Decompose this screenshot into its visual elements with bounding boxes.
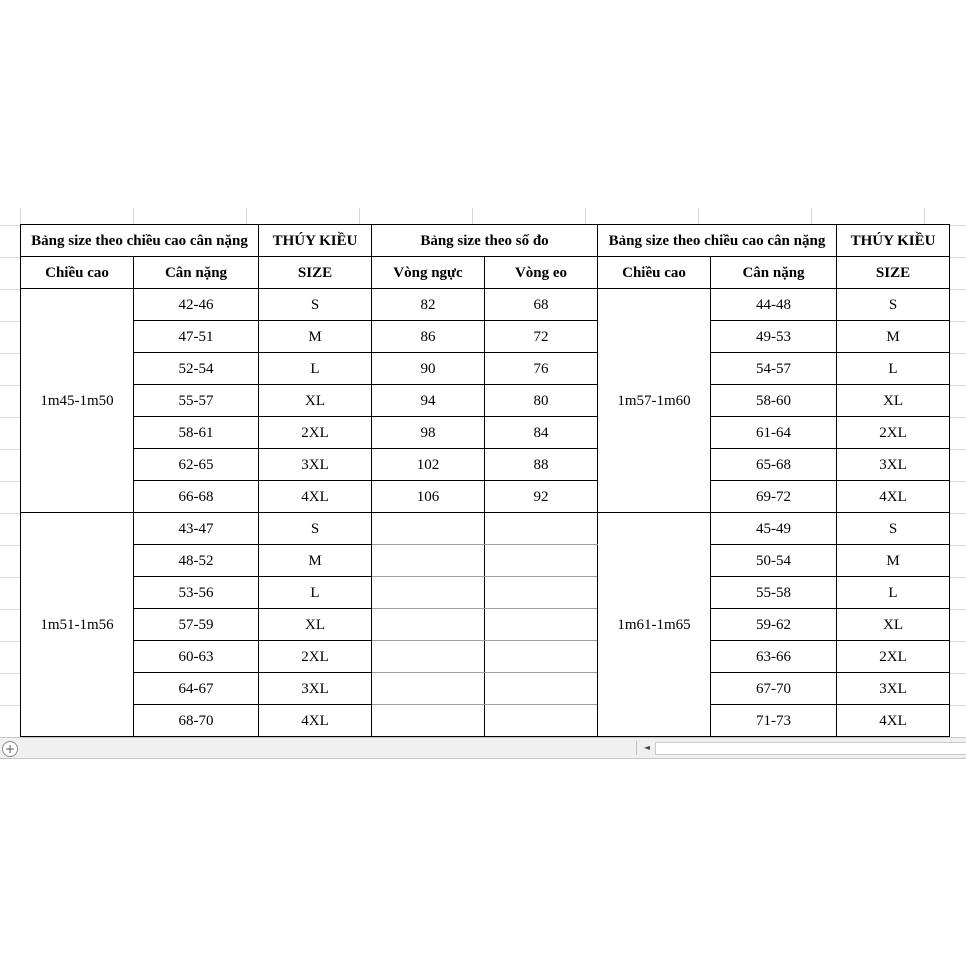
chest-cell[interactable]: [372, 673, 485, 705]
weight-range-cell[interactable]: 55-57: [134, 385, 259, 417]
waist-cell[interactable]: 88: [485, 449, 598, 481]
waist-cell[interactable]: [485, 641, 598, 673]
plus-circle-icon[interactable]: +: [2, 741, 18, 757]
weight-range-cell[interactable]: 66-68: [134, 481, 259, 513]
weight-range-cell[interactable]: 52-54: [134, 353, 259, 385]
table-row: [21, 673, 950, 705]
group-title-height-weight-1[interactable]: Bảng size theo chiều cao cân nặng: [21, 225, 259, 257]
waist-cell[interactable]: 68: [485, 289, 598, 321]
chest-cell[interactable]: 94: [372, 385, 485, 417]
size-cell[interactable]: 4XL: [837, 705, 950, 737]
waist-cell[interactable]: 76: [485, 353, 598, 385]
size-cell[interactable]: L: [259, 353, 372, 385]
chest-cell[interactable]: [372, 641, 485, 673]
size-cell[interactable]: XL: [259, 609, 372, 641]
size-cell[interactable]: 2XL: [837, 641, 950, 673]
size-cell[interactable]: 3XL: [837, 673, 950, 705]
size-cell[interactable]: S: [259, 289, 372, 321]
chest-cell[interactable]: 106: [372, 481, 485, 513]
table-row: [21, 321, 950, 353]
waist-cell[interactable]: 72: [485, 321, 598, 353]
height-range-cell[interactable]: 1m61-1m65: [598, 513, 711, 737]
table-row: [21, 481, 950, 513]
size-cell[interactable]: S: [837, 513, 950, 545]
size-cell[interactable]: M: [837, 545, 950, 577]
waist-cell[interactable]: [485, 513, 598, 545]
brand-title-1[interactable]: THÚY KIỀU: [259, 225, 372, 257]
weight-range-cell[interactable]: 63-66: [711, 641, 837, 673]
column-header-chest[interactable]: Vòng ngực: [372, 257, 485, 289]
weight-range-cell[interactable]: 71-73: [711, 705, 837, 737]
weight-range-cell[interactable]: 45-49: [711, 513, 837, 545]
chest-cell[interactable]: [372, 705, 485, 737]
size-cell[interactable]: M: [259, 321, 372, 353]
size-cell[interactable]: 4XL: [837, 481, 950, 513]
waist-cell[interactable]: [485, 577, 598, 609]
table-row: [21, 289, 950, 321]
weight-range-cell[interactable]: 64-67: [134, 673, 259, 705]
group-title-measurements[interactable]: Bảng size theo số đo: [372, 225, 598, 257]
weight-range-cell[interactable]: 57-59: [134, 609, 259, 641]
brand-title-2[interactable]: THÚY KIỀU: [837, 225, 950, 257]
chest-cell[interactable]: [372, 545, 485, 577]
size-cell[interactable]: 3XL: [259, 449, 372, 481]
waist-cell[interactable]: [485, 673, 598, 705]
horizontal-scrollbar[interactable]: [636, 741, 966, 755]
chest-cell[interactable]: [372, 513, 485, 545]
weight-range-cell[interactable]: 55-58: [711, 577, 837, 609]
size-cell[interactable]: L: [837, 353, 950, 385]
column-header-height-2[interactable]: Chiều cao: [598, 257, 711, 289]
weight-range-cell[interactable]: 43-47: [134, 513, 259, 545]
table-row: [21, 449, 950, 481]
column-header-weight-2[interactable]: Cân nặng: [711, 257, 837, 289]
size-cell[interactable]: 3XL: [837, 449, 950, 481]
weight-range-cell[interactable]: 47-51: [134, 321, 259, 353]
column-header-waist[interactable]: Vòng eo: [485, 257, 598, 289]
chest-cell[interactable]: 82: [372, 289, 485, 321]
weight-range-cell[interactable]: 58-60: [711, 385, 837, 417]
weight-range-cell[interactable]: 60-63: [134, 641, 259, 673]
weight-range-cell[interactable]: 62-65: [134, 449, 259, 481]
size-chart-table[interactable]: [20, 224, 950, 737]
size-cell[interactable]: XL: [259, 385, 372, 417]
weight-range-cell[interactable]: 65-68: [711, 449, 837, 481]
table-row: [21, 609, 950, 641]
chest-cell[interactable]: [372, 577, 485, 609]
weight-range-cell[interactable]: 50-54: [711, 545, 837, 577]
waist-cell[interactable]: 84: [485, 417, 598, 449]
waist-cell[interactable]: [485, 609, 598, 641]
weight-range-cell[interactable]: 44-48: [711, 289, 837, 321]
weight-range-cell[interactable]: 53-56: [134, 577, 259, 609]
size-cell[interactable]: S: [259, 513, 372, 545]
size-cell[interactable]: L: [837, 577, 950, 609]
group-title-height-weight-2[interactable]: Bảng size theo chiều cao cân nặng: [598, 225, 837, 257]
chest-cell[interactable]: 98: [372, 417, 485, 449]
table-row: [21, 385, 950, 417]
column-header-size[interactable]: SIZE: [259, 257, 372, 289]
table-row: [21, 513, 950, 545]
table-row: [21, 577, 950, 609]
chest-cell[interactable]: 90: [372, 353, 485, 385]
weight-range-cell[interactable]: 42-46: [134, 289, 259, 321]
weight-range-cell[interactable]: 61-64: [711, 417, 837, 449]
height-range-cell[interactable]: 1m45-1m50: [21, 289, 134, 513]
weight-range-cell[interactable]: 68-70: [134, 705, 259, 737]
table-row: [21, 545, 950, 577]
waist-cell[interactable]: [485, 545, 598, 577]
height-range-cell[interactable]: 1m51-1m56: [21, 513, 134, 737]
table-row: [21, 705, 950, 737]
sheet-tab-bar: [0, 737, 966, 759]
column-header-row: [21, 257, 950, 289]
weight-range-cell[interactable]: 59-62: [711, 609, 837, 641]
table-row: [21, 641, 950, 673]
waist-cell[interactable]: 92: [485, 481, 598, 513]
chest-cell[interactable]: 86: [372, 321, 485, 353]
size-cell[interactable]: XL: [837, 609, 950, 641]
size-cell[interactable]: 2XL: [259, 641, 372, 673]
group-header-row: [21, 225, 950, 257]
size-cell[interactable]: XL: [837, 385, 950, 417]
column-header-weight[interactable]: Cân nặng: [134, 257, 259, 289]
size-cell[interactable]: 4XL: [259, 705, 372, 737]
table-row: [21, 353, 950, 385]
weight-range-cell[interactable]: 49-53: [711, 321, 837, 353]
waist-cell[interactable]: [485, 705, 598, 737]
waist-cell[interactable]: 80: [485, 385, 598, 417]
height-range-cell[interactable]: 1m57-1m60: [598, 289, 711, 513]
size-cell[interactable]: L: [259, 577, 372, 609]
size-cell[interactable]: 2XL: [837, 417, 950, 449]
size-cell[interactable]: M: [259, 545, 372, 577]
column-header-height[interactable]: Chiều cao: [21, 257, 134, 289]
triangle-left-icon[interactable]: ◄: [643, 743, 651, 752]
chest-cell[interactable]: [372, 609, 485, 641]
table-row: [21, 417, 950, 449]
weight-range-cell[interactable]: 58-61: [134, 417, 259, 449]
scrollbar-thumb[interactable]: [655, 742, 966, 755]
chest-cell[interactable]: 102: [372, 449, 485, 481]
size-cell[interactable]: 3XL: [259, 673, 372, 705]
weight-range-cell[interactable]: 54-57: [711, 353, 837, 385]
weight-range-cell[interactable]: 67-70: [711, 673, 837, 705]
size-cell[interactable]: S: [837, 289, 950, 321]
weight-range-cell[interactable]: 69-72: [711, 481, 837, 513]
size-cell[interactable]: 4XL: [259, 481, 372, 513]
column-header-size-2[interactable]: SIZE: [837, 257, 950, 289]
size-cell[interactable]: M: [837, 321, 950, 353]
size-cell[interactable]: 2XL: [259, 417, 372, 449]
weight-range-cell[interactable]: 48-52: [134, 545, 259, 577]
